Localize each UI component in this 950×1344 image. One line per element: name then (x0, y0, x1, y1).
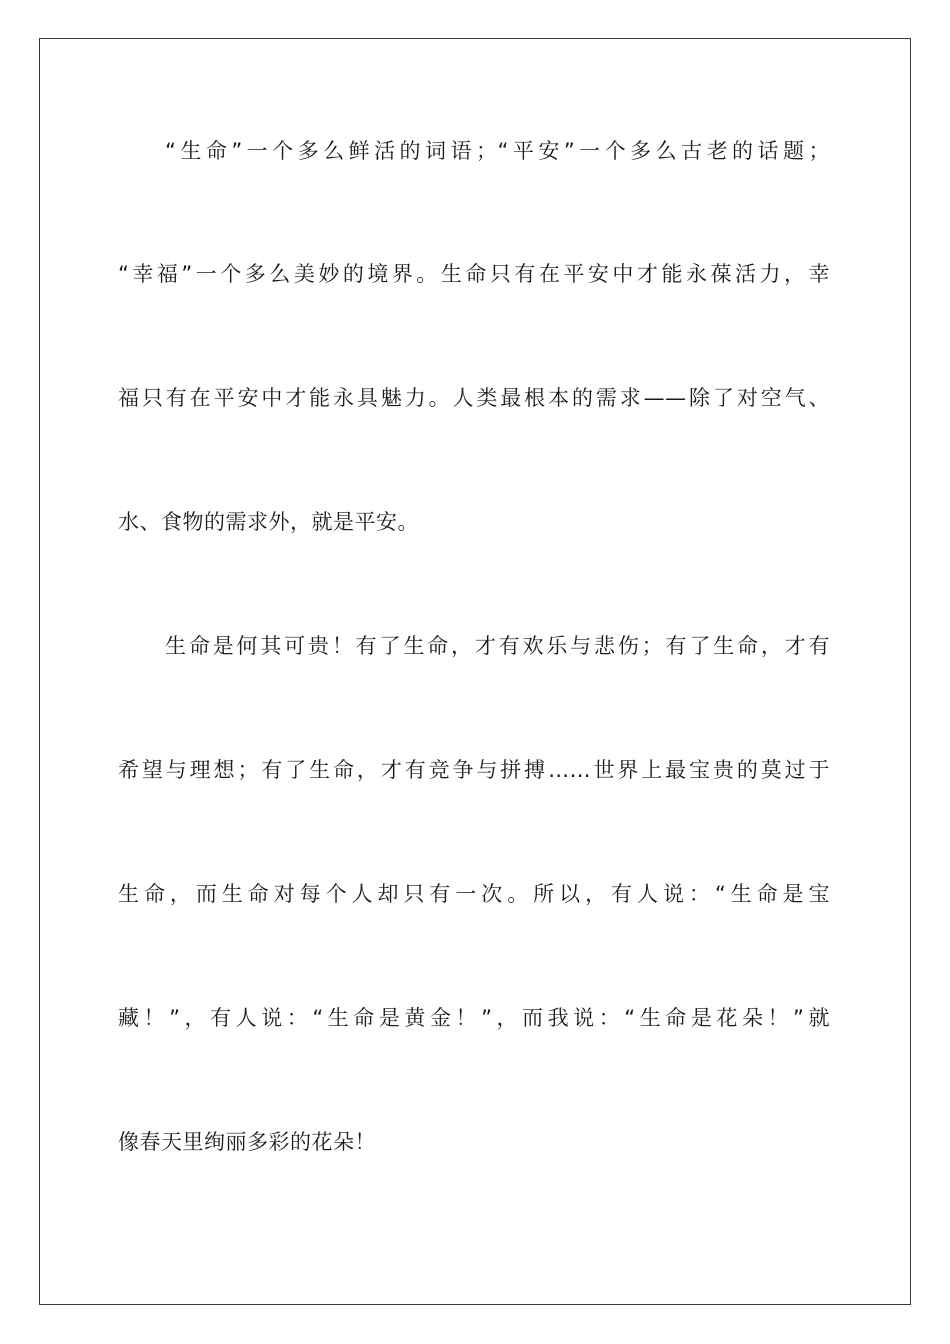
paragraph-line: 生命是何其可贵！有了生命，才有欢乐与悲伤；有了生命，才有 (165, 634, 830, 658)
paragraph-line: 藏！”，有人说：“生命是黄金！”，而我说：“生命是花朵！”就 (118, 1006, 830, 1030)
paragraph-line: 水、食物的需求外，就是平安。 (118, 510, 419, 534)
paragraph-line: “幸福”一个多么美妙的境界。生命只有在平安中才能永葆活力，幸 (118, 262, 830, 286)
paragraph-line: 像春天里绚丽多彩的花朵！ (118, 1130, 376, 1154)
paragraph-line: 希望与理想；有了生命，才有竞争与拼搏……世界上最宝贵的莫过于 (118, 758, 830, 782)
paragraph-line: 生命，而生命对每个人却只有一次。所以，有人说：“生命是宝 (118, 882, 830, 906)
paragraph-line: “生命”一个多么鲜活的词语；“平安”一个多么古老的话题； (165, 139, 830, 163)
paragraph-line: 福只有在平安中才能永具魅力。人类最根本的需求——除了对空气、 (118, 386, 830, 410)
page-border (39, 38, 911, 1305)
